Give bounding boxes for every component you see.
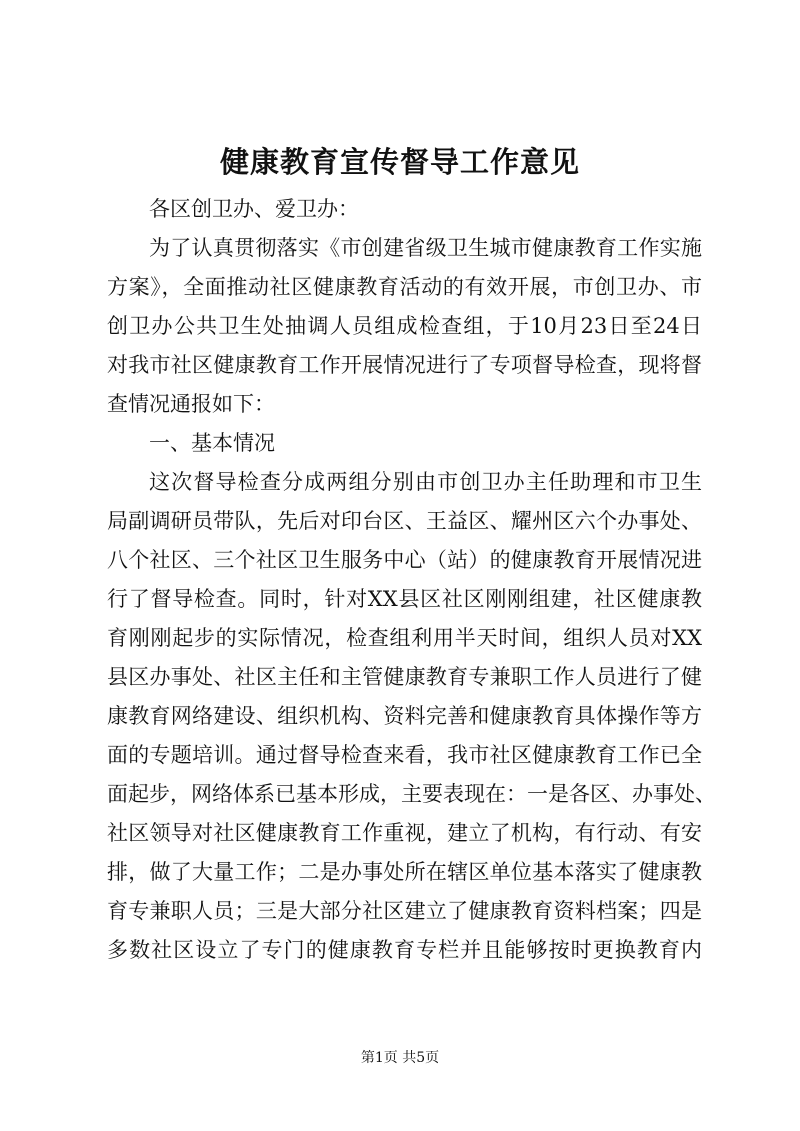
page-footer: 第1页 共5页 [360,1050,440,1066]
text-line: 八个社区、三个社区卫生服务中心（站）的健康教育开展情况进 [107,548,702,572]
text-line: 这次督导检查分成两组分别由市创卫办主任助理和市卫生 [149,470,702,494]
text-line: 对我市社区健康教育工作开展情况进行了专项督导检查，现将督 [107,353,702,377]
text-line-salutation: 各区创卫办、爱卫办： [149,197,359,221]
text-line: 排，做了大量工作；二是办事处所在辖区单位基本落实了健康教 [107,860,702,884]
text-line: 育刚刚起步的实际情况，检查组利用半天时间，组织人员对XX [107,626,702,650]
text-line: 创卫办公共卫生处抽调人员组成检查组，于10月23日至24日 [107,314,702,338]
text-line: 行了督导检查。同时，针对XX县区社区刚刚组建，社区健康教 [107,587,702,611]
text-line: 方案》，全面推动社区健康教育活动的有效开展，市创卫办、市 [107,275,702,299]
text-line: 查情况通报如下： [107,392,275,416]
text-line: 康教育网络建设、组织机构、资料完善和健康教育具体操作等方 [107,704,702,728]
text-line: 面的专题培训。通过督导检查来看，我市社区健康教育工作已全 [107,743,702,767]
section-heading: 一、基本情况 [149,431,275,455]
text-line: 为了认真贯彻落实《市创建省级卫生城市健康教育工作实施 [149,236,702,260]
text-line: 面起步，网络体系已基本形成，主要表现在：一是各区、办事处、 [107,782,716,806]
text-line: 社区领导对社区健康教育工作重视，建立了机构，有行动、有安 [107,821,702,845]
text-line: 局副调研员带队，先后对印台区、王益区、耀州区六个办事处、 [107,509,702,533]
text-line: 县区办事处、社区主任和主管健康教育专兼职工作人员进行了健 [107,665,702,689]
text-line: 多数社区设立了专门的健康教育专栏并且能够按时更换教育内 [107,938,702,962]
document-title: 健康教育宣传督导工作意见 [219,145,580,179]
text-line: 育专兼职人员；三是大部分社区建立了健康教育资料档案；四是 [107,899,702,923]
